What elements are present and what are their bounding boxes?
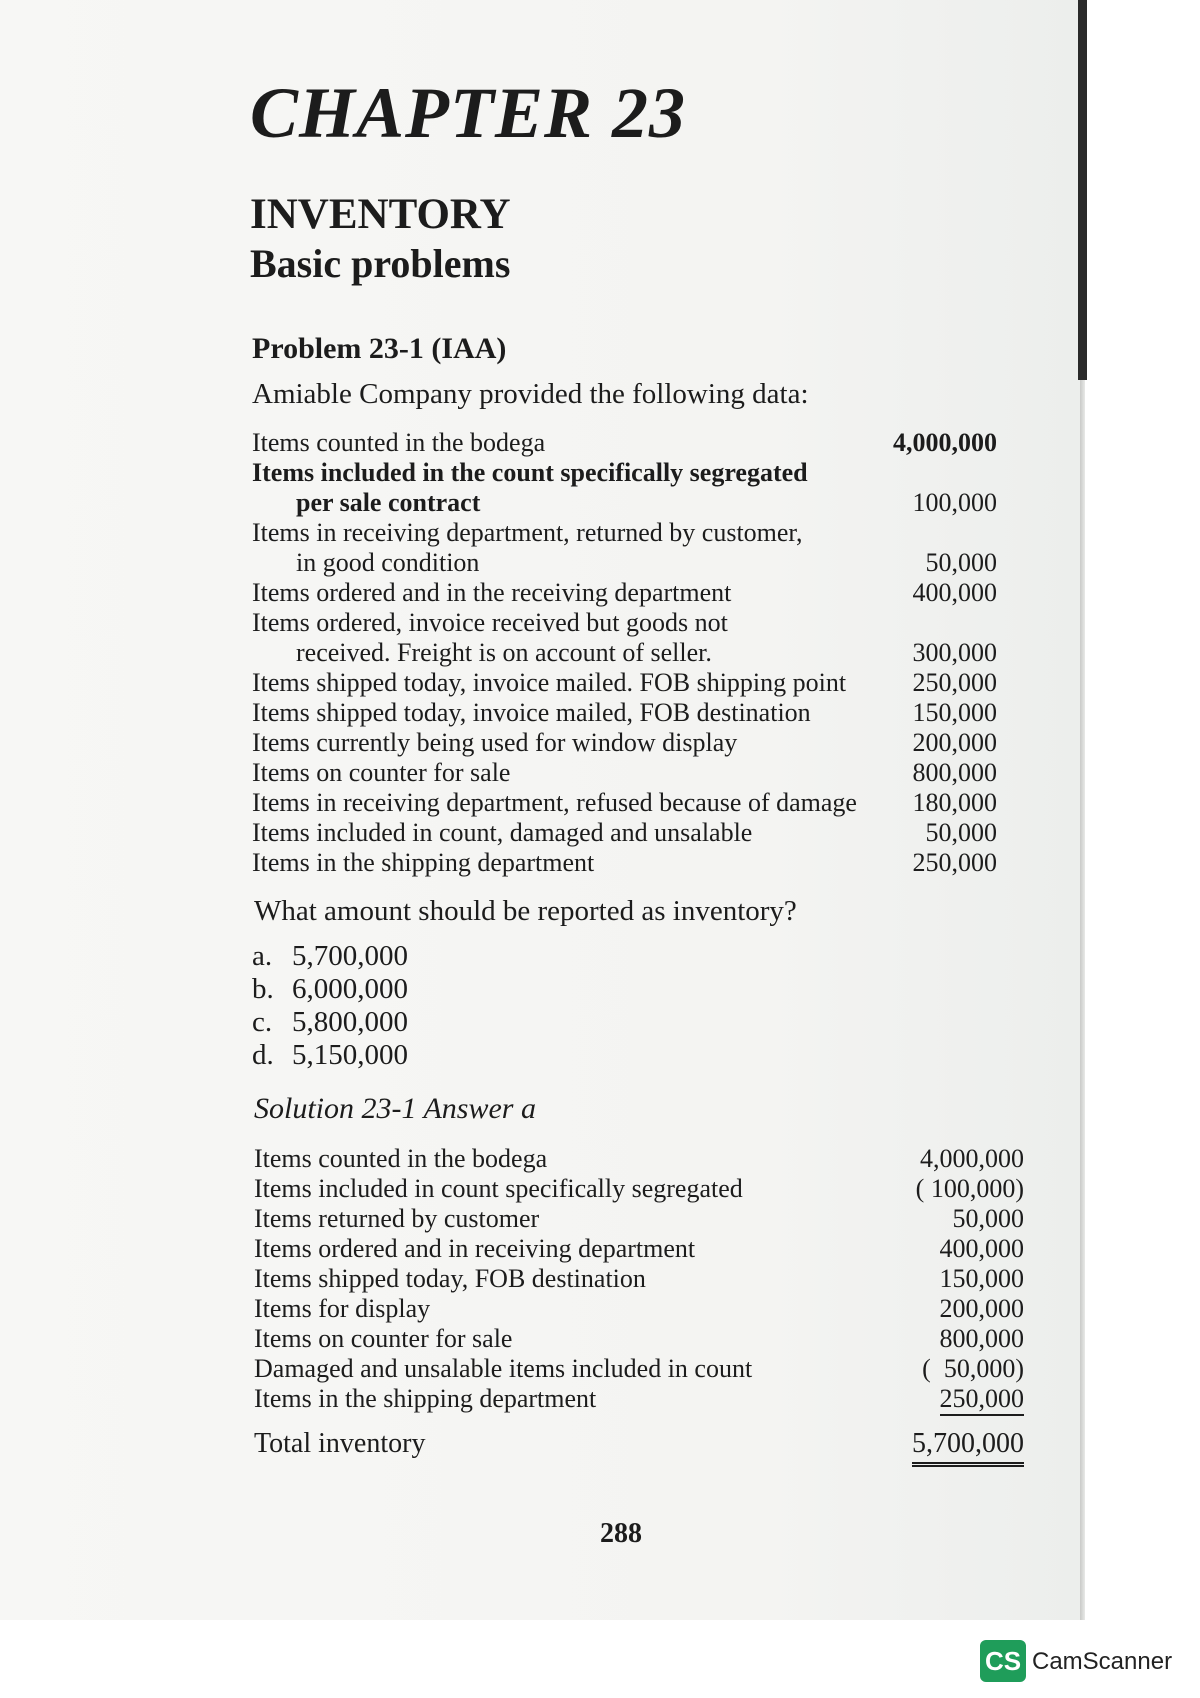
problem-row [252,428,997,458]
camscanner-watermark: CamScanner [1032,1648,1173,1675]
problem-row [252,728,997,758]
row-label: Items included in the count specifically segregated [252,458,808,487]
solution-row [254,1204,1024,1234]
solution-row [254,1264,1024,1294]
row-label-cont: per sale contract [296,488,481,517]
solution-list [254,1144,1024,1467]
problem-data-list [252,428,997,878]
row-label: Items shipped today, invoice mailed, FOB destination [252,698,811,727]
page-edge-shadow [1078,0,1087,380]
row-amount: 100,000 [912,488,997,517]
problem-row [252,608,997,668]
solution-label: Items counted in the bodega [254,1144,548,1173]
solution-amount: ( 50,000) [922,1354,1024,1383]
row-label: Items in receiving department, refused because of damage [252,788,857,817]
row-label: Items in receiving department, returned by customer, [252,518,803,547]
row-label-cont: received. Freight is on account of seller. [296,638,712,667]
problem-row [252,578,997,608]
solution-label: Items returned by customer [254,1204,540,1233]
chapter-title: CHAPTER 23 [250,73,687,153]
row-amount: 250,000 [912,668,997,697]
choice-letter: a. [252,940,273,972]
problem-row [252,758,997,788]
problem-row [252,848,997,878]
row-amount: 250,000 [912,848,997,877]
solution-label: Items shipped today, FOB destination [254,1264,646,1293]
choice-item [252,1006,408,1039]
row-amount: 180,000 [912,788,997,817]
solution-amount: 200,000 [939,1294,1024,1323]
solution-label: Items in the shipping department [254,1384,597,1413]
section-subheading: Basic problems [250,241,511,286]
choice-value: 6,000,000 [292,973,408,1005]
solution-amount: 4,000,000 [920,1144,1024,1173]
row-amount: 400,000 [912,578,997,607]
total-amount: 5,700,000 [912,1428,1024,1467]
total-row [254,1428,1024,1467]
row-label: Items in the shipping department [252,848,595,877]
page-edge [1080,380,1085,1620]
problem-row [252,518,997,578]
problem-row [252,788,997,818]
problem-row [252,668,997,698]
choice-value: 5,700,000 [292,940,408,972]
choice-item [252,940,408,973]
solution-row [254,1144,1024,1174]
row-label: Items included in count, damaged and unsalable [252,818,753,847]
solution-label: Items on counter for sale [254,1324,513,1353]
solution-row [254,1324,1024,1354]
solution-row [254,1294,1024,1324]
solution-title: Solution 23-1 Answer a [254,1092,536,1125]
answer-choices [252,940,408,1072]
problem-row [252,698,997,728]
solution-label: Damaged and unsalable items included in count [254,1354,753,1383]
problem-title: Problem 23-1 (IAA) [252,332,507,365]
choice-letter: b. [252,973,274,1005]
choice-item [252,1039,408,1072]
problem-row [252,818,997,848]
choice-value: 5,800,000 [292,1006,408,1038]
question-text: What amount should be reported as inventory? [254,895,797,927]
row-label: Items shipped today, invoice mailed. FOB shipping point [252,668,847,697]
row-amount: 50,000 [925,818,997,847]
camscanner-logo-icon: CS [980,1640,1026,1682]
row-label: Items currently being used for window display [252,728,738,757]
choice-value: 5,150,000 [292,1039,408,1071]
row-label: Items ordered, invoice received but goods not [252,608,728,637]
row-amount: 4,000,000 [893,428,997,457]
solution-amount: 50,000 [952,1204,1024,1233]
solution-row [254,1384,1024,1416]
solution-row [254,1354,1024,1384]
row-amount: 200,000 [912,728,997,757]
page-number: 288 [600,1518,642,1549]
solution-row [254,1174,1024,1204]
total-label: Total inventory [254,1428,426,1459]
solution-label: Items ordered and in receiving department [254,1234,696,1263]
solution-amount: 400,000 [939,1234,1024,1263]
problem-row [252,458,997,518]
row-label: Items counted in the bodega [252,428,546,457]
solution-label: Items included in count specifically segregated [254,1174,743,1203]
solution-label: Items for display [254,1294,431,1323]
solution-amount: 250,000 [940,1384,1025,1416]
solution-row [254,1234,1024,1264]
row-amount: 150,000 [912,698,997,727]
row-amount: 300,000 [912,638,997,667]
choice-letter: c. [252,1006,273,1038]
solution-amount: 150,000 [939,1264,1024,1293]
choice-item [252,973,408,1006]
solution-amount: 800,000 [939,1324,1024,1353]
row-label: Items on counter for sale [252,758,511,787]
row-label: Items ordered and in the receiving department [252,578,732,607]
solution-amount: ( 100,000) [915,1174,1024,1203]
choice-letter: d. [252,1039,274,1071]
section-heading: INVENTORY [250,191,511,238]
problem-intro: Amiable Company provided the following data: [252,378,809,410]
row-amount: 800,000 [912,758,997,787]
row-amount: 50,000 [925,548,997,577]
row-label-cont: in good condition [296,548,480,577]
